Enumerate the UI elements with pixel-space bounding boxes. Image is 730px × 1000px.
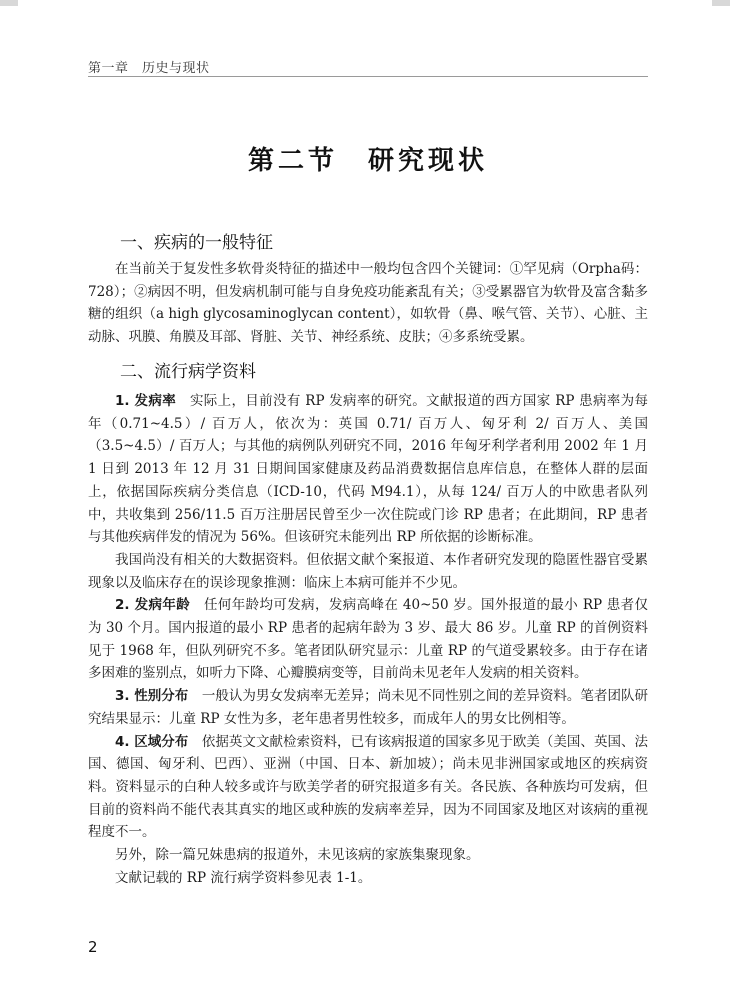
paragraph-china-data: [88, 549, 648, 594]
epidemiology-body: [88, 390, 648, 889]
item-text: 文献记载的 RP 流行病学资料参见表 1-1。: [115, 869, 372, 886]
paragraph-sex-distribution: [88, 685, 648, 730]
general-features-body: [88, 258, 648, 349]
section-title: 第二节 研究现状: [247, 146, 488, 176]
paragraph-onset-age: [88, 594, 648, 685]
paragraph-incidence: [88, 390, 648, 549]
item-text: 一般认为男女发病率无差异；尚未见不同性别之间的差异资料。笔者团队研究结果显示：儿童 RP 女性为多，老年患者男性较多，而成年人的男女比例相等。: [88, 688, 649, 727]
item-label: 3. 性别分布: [115, 688, 189, 705]
paragraph-family: [88, 844, 648, 867]
paragraph-regional-distribution: [88, 731, 648, 845]
item-label: 4. 区域分布: [115, 733, 189, 750]
item-text: 依据英文文献检索资料，已有该病报道的国家多见于欧美（美国、英国、法国、德国、匈牙利、巴西）、亚洲（中国、日本、新加坡）；尚未见非洲国家或地区的疾病资料。资料显示的白种人较多或许与欧美学者的研究报道多有关。各民族、各种族均可发病，但目前的资料尚不能代表其真实的地区或种族的发病率差异，因为不同国家及地区对该病的重视程度不一。: [88, 733, 649, 841]
header-divider: [88, 76, 648, 77]
running-header: 第一章 历史与现状: [88, 61, 210, 76]
item-label: 2. 发病年龄: [115, 597, 191, 614]
heading-epidemiology: 二、流行病学资料: [120, 362, 256, 382]
item-label: 1. 发病率: [115, 393, 177, 409]
paragraph: 在当前关于复发性多软骨炎特征的描述中一般均包含四个关键词：①罕见病（Orpha码：728）；②病因不明，但发病机制可能与自身免疫功能紊乱有关；③受累器官为软骨及富含黏多糖的组织（a high glycosaminoglycan content），如软骨（鼻、喉气管、关节）、心脏、主动脉、巩膜、角膜及耳部、肾脏、关节、神经系统、皮肤；④多系统受累。: [88, 261, 648, 346]
item-text: 任何年龄均可发病，发病高峰在 40~50 岁。国外报道的最小 RP 患者仅为 30 个月。国内报道的最小 RP 患者的起病年龄为 3 岁、最大 86 岁。儿童 RP 的首例资料见于 1968 年，但队列研究不多。笔者团队研究显示：儿童 RP 的气道受累较多。由于存在诸多困难的鉴别点，如听力下降、心瓣膜病变等，目前尚未见老年人发病的相关资料。: [88, 597, 648, 682]
paragraph-table-reference: [88, 867, 648, 890]
item-text: 另外，除一篇兄妹患病的报道外，未见该病的家族集聚现象。: [115, 847, 480, 864]
scan-edge-marks: [0, 0, 730, 6]
heading-general-features: 一、疾病的一般特征: [120, 233, 273, 253]
item-text: 我国尚没有相关的大数据资料。但依据文献个案报道、本作者研究发现的隐匿性器官受累现象以及临床存在的误诊现象推测：临床上本病可能并不少见。: [88, 551, 648, 591]
page-number: 2: [88, 938, 98, 956]
item-text: 实际上，目前没有 RP 发病率的研究。文献报道的西方国家 RP 患病率为每年（0.71~4.5）/ 百万人，依次为：英国 0.71/ 百万人、匈牙利 2/ 百万人、美国（3.5~4.5）/ 百万人；与其他的病例队列研究不同，2016 年匈牙利学者利用 2002 年 1 月 1 日到 2013 年 12 月 31 日期间国家健康及药品消费数据信息库信息，在整体人群的层面上，依据国际疾病分类信息（ICD-10，代码 M94.1），从每 124/ 百万人的中欧患者队列中，共收集到 256/11.5 百万注册居民曾至少一次住院或门诊 RP 患者；在此期间，RP 患者与其他疾病伴发的情况为 56%。但该研究未能列出 RP 所依据的诊断标准。: [88, 393, 648, 546]
